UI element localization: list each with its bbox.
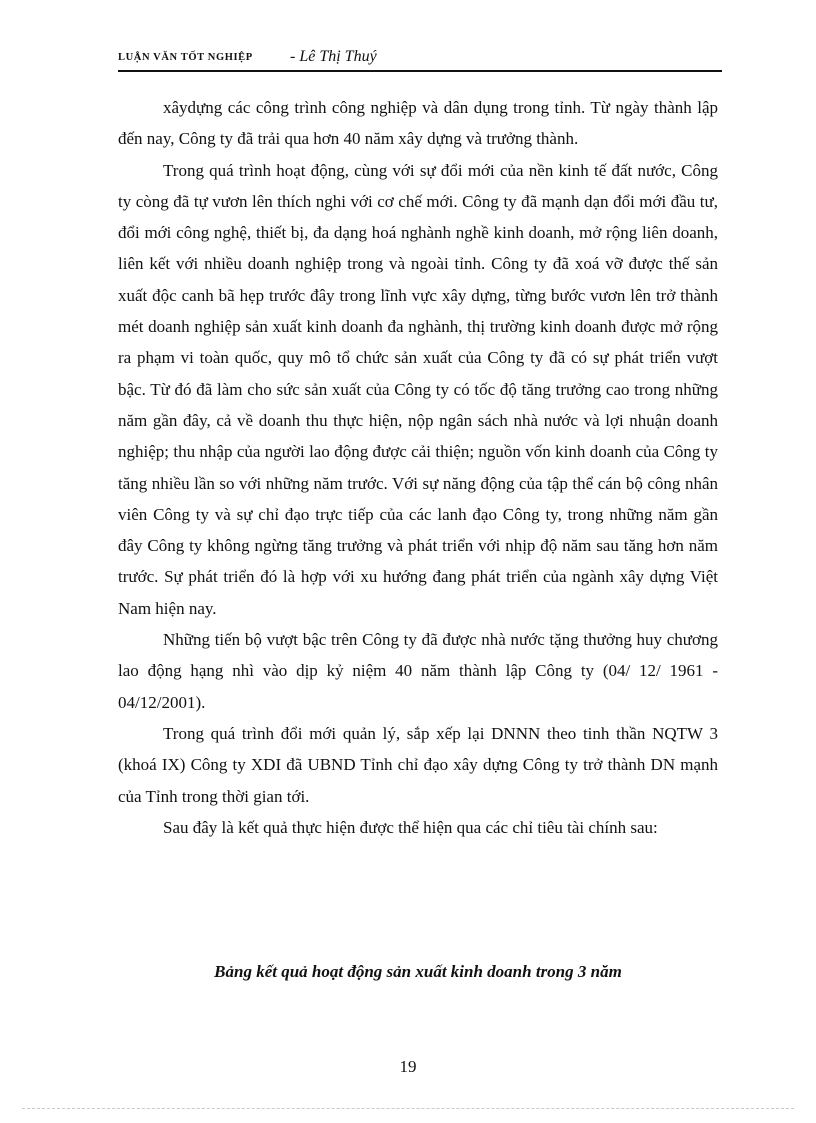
- paragraph-2: Trong quá trình hoạt động, cùng với sự đổi mới của nền kinh tế đất nước, Công ty còng đã tự vươn lên thích nghi với cơ chế mới. Công ty đã mạnh dạn đổi mới đầu tư, đổi mới công nghệ, thiết bị, đa dạng hoá nghành nghề kinh doanh, mở rộng liên doanh, liên kết với nhiều doanh nghiệp trong và ngoài tỉnh. Công ty đã xoá vỡ được thế sản xuất độc canh bã hẹp trước đây trong lĩnh vực xây dựng, từng bước vươn lên trở thành mét doanh nghiệp sản xuất kinh doanh đa nghành, thị trường kinh doanh được mở rộng ra phạm vi toàn quốc, quy mô tổ chức sản xuất của Công ty đã có sự phát triển vượt bậc. Từ đó đã làm cho sức sản xuất của Công ty có tốc độ tăng trưởng cao trong những năm gần đây, cả về doanh thu thực hiện, nộp ngân sách nhà nước và lợi nhuận doanh nghiệp; thu nhập của người lao động được cải thiện; nguồn vốn kinh doanh của Công ty tăng nhiều lần so với những năm trước. Với sự năng động của tập thể cán bộ công nhân viên Công ty và sự chỉ đạo trực tiếp của các lanh đạo Công ty, trong những năm gần đây Công ty không ngừng tăng trưởng và phát triển với nhịp độ năm sau tăng hơn năm trước. Sự phát triển đó là hợp với xu hướng đang phát triển của ngành xây dựng Việt Nam hiện nay.: [118, 160, 718, 618]
- paragraph-3: Những tiến bộ vượt bậc trên Công ty đã được nhà nước tặng thưởng huy chương lao động hạng nhì vào dịp kỷ niệm 40 năm thành lập Công ty (04/ 12/ 1961 - 04/12/2001).: [118, 630, 718, 712]
- author-name: - Lê Thị Thuý: [290, 48, 377, 65]
- page-number: 19: [399, 1057, 417, 1076]
- body-text: [118, 92, 718, 843]
- paragraph-1: xâydựng các công trình công nghiệp và dân dụng trong tỉnh. Từ ngày thành lập đến nay, Công ty đã trải qua hơn 40 năm xây dựng và trưởng thành.: [118, 98, 718, 149]
- page-header: [118, 50, 722, 72]
- thesis-label: LUẬN VĂN TỐT NGHIỆP: [118, 52, 253, 63]
- paragraph-5: Sau đây là kết quả thực hiện được thể hiện qua các chỉ tiêu tài chính sau:: [163, 817, 658, 837]
- paragraph-4: Trong quá trình đổi mới quản lý, sắp xếp lại DNNN theo tinh thần NQTW 3 (khoá IX) Công ty XDI đã UBND Tỉnh chỉ đạo xây dựng Công ty trở thành DN mạnh của Tỉnh trong thời gian tới.: [118, 723, 718, 806]
- table-title: Bảng kết quả hoạt động sản xuất kinh doanh trong 3 năm: [214, 962, 622, 981]
- header-divider: [118, 70, 722, 72]
